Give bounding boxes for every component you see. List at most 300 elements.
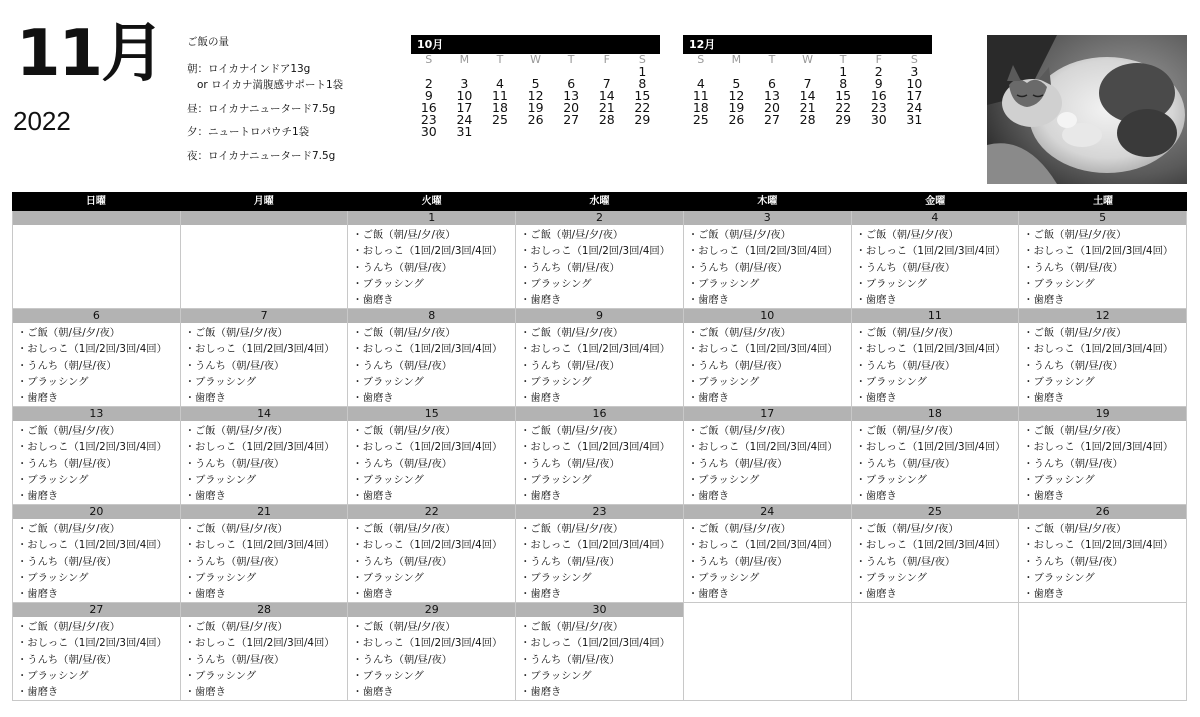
task-item: ・おしっこ（1回/2回/3回/4回） bbox=[855, 245, 1006, 258]
task-item: ・歯磨き bbox=[17, 392, 59, 405]
day-number: 2 bbox=[516, 211, 683, 225]
task-list bbox=[181, 323, 348, 406]
mini-day: 16 bbox=[420, 100, 437, 115]
task-item: ・歯磨き bbox=[17, 490, 59, 503]
task-item: ・うんち（朝/昼/夜） bbox=[1023, 261, 1123, 274]
mini-day: 17 bbox=[906, 88, 923, 103]
task-item: ・歯磨き bbox=[184, 686, 226, 699]
task-item: ・うんち（朝/昼/夜） bbox=[17, 653, 117, 666]
day-number bbox=[181, 211, 348, 225]
task-item: ・歯磨き bbox=[184, 588, 226, 601]
day-number: 27 bbox=[13, 603, 180, 617]
mini-day: 18 bbox=[692, 100, 709, 115]
mini-day: 23 bbox=[870, 100, 887, 115]
mini-day: 13 bbox=[563, 88, 580, 103]
day-number: 5 bbox=[1019, 211, 1186, 225]
mini-day: 15 bbox=[634, 88, 651, 103]
task-item: ・ご飯（朝/昼/夕/夜） bbox=[687, 229, 791, 241]
task-list bbox=[348, 519, 515, 602]
task-item: ・ブラッシング bbox=[1023, 473, 1095, 486]
empty-day-cell bbox=[13, 211, 181, 309]
mini-day: 11 bbox=[492, 88, 508, 103]
mini-day: 6 bbox=[768, 76, 776, 91]
task-list bbox=[1019, 323, 1186, 406]
day-number: 29 bbox=[348, 603, 515, 617]
task-list bbox=[852, 323, 1019, 406]
task-item: ・おしっこ（1回/2回/3回/4回） bbox=[687, 539, 838, 552]
task-item: ・うんち（朝/昼/夜） bbox=[687, 457, 788, 470]
task-item: ・ブラッシング bbox=[520, 669, 592, 682]
task-item: ・おしっこ（1回/2回/3回/4回） bbox=[352, 441, 503, 454]
task-list bbox=[516, 421, 683, 504]
task-list bbox=[516, 323, 683, 406]
mini-weekday-label: F bbox=[875, 53, 882, 66]
mini-weekday-label: T bbox=[496, 53, 504, 66]
task-item: ・ご飯（朝/昼/夕/夜） bbox=[1023, 523, 1127, 535]
task-item: ・歯磨き bbox=[687, 588, 730, 601]
mini-weekday-label: S bbox=[425, 53, 433, 66]
day-number: 21 bbox=[181, 505, 348, 519]
task-item: ・ブラッシング bbox=[184, 473, 257, 486]
task-item: ・うんち（朝/昼/夜） bbox=[17, 359, 117, 372]
task-item: ・ブラッシング bbox=[184, 669, 257, 682]
day-number: 14 bbox=[181, 407, 348, 421]
task-item: ・おしっこ（1回/2回/3回/4回） bbox=[855, 539, 1006, 552]
task-item: ・ブラッシング bbox=[687, 473, 760, 486]
task-item: ・ご飯（朝/昼/夕/夜） bbox=[17, 523, 121, 535]
task-item: ・ブラッシング bbox=[520, 571, 592, 584]
mini-day: 28 bbox=[598, 112, 615, 127]
task-item: ・歯磨き bbox=[520, 392, 562, 405]
task-item: ・ご飯（朝/昼/夕/夜） bbox=[520, 523, 624, 535]
task-item: ・おしっこ（1回/2回/3回/4回） bbox=[17, 637, 167, 650]
task-item: ・ブラッシング bbox=[352, 669, 424, 682]
mini-weekday-label: S bbox=[697, 53, 705, 66]
task-item: ・ブラッシング bbox=[17, 669, 89, 682]
task-item: ・うんち（朝/昼/夜） bbox=[1023, 359, 1123, 372]
mini-weekday-label: W bbox=[802, 53, 814, 66]
day-number: 17 bbox=[684, 407, 851, 421]
mini-weekday-label: S bbox=[638, 53, 646, 66]
day-number: 3 bbox=[684, 211, 851, 225]
task-item: ・うんち（朝/昼/夜） bbox=[1023, 555, 1123, 568]
task-item: ・歯磨き bbox=[17, 588, 59, 601]
day-number bbox=[852, 603, 1019, 617]
mini-day: 19 bbox=[527, 100, 544, 115]
task-item: ・歯磨き bbox=[520, 490, 562, 503]
task-item: ・歯磨き bbox=[352, 686, 394, 699]
mini-day: 22 bbox=[835, 100, 852, 115]
day-cell bbox=[1019, 309, 1187, 407]
task-item: ・ご飯（朝/昼/夕/夜） bbox=[184, 621, 288, 633]
task-item: ・ブラッシング bbox=[17, 473, 89, 486]
task-list bbox=[684, 225, 851, 308]
day-number: 25 bbox=[852, 505, 1019, 519]
day-cell bbox=[684, 211, 852, 309]
mini-day: 7 bbox=[602, 76, 611, 91]
task-item: ・おしっこ（1回/2回/3回/4回） bbox=[520, 637, 671, 650]
task-item: ・ご飯（朝/昼/夕/夜） bbox=[352, 621, 456, 633]
mini-day: 24 bbox=[456, 112, 473, 127]
notes-evening: 夕：ニュートロパウチ1袋 bbox=[187, 126, 310, 138]
day-cell bbox=[13, 407, 181, 505]
task-item: ・ブラッシング bbox=[855, 375, 927, 388]
mini-day: 1 bbox=[839, 64, 848, 79]
day-cell bbox=[348, 505, 516, 603]
task-item: ・うんち（朝/昼/夜） bbox=[520, 359, 620, 372]
task-item: ・ブラッシング bbox=[352, 571, 424, 584]
task-item: ・ブラッシング bbox=[855, 473, 927, 486]
mini-weekday-label: T bbox=[768, 53, 776, 66]
mini-day: 28 bbox=[799, 112, 816, 127]
task-item: ・ブラッシング bbox=[520, 375, 592, 388]
task-item: ・歯磨き bbox=[184, 490, 226, 503]
task-item: ・ご飯（朝/昼/夕/夜） bbox=[184, 523, 288, 535]
day-cell bbox=[516, 603, 684, 701]
notes-night: 夜：ロイカナニュータード7.5g bbox=[187, 150, 336, 162]
day-number: 28 bbox=[181, 603, 348, 617]
task-item: ・ご飯（朝/昼/夕/夜） bbox=[352, 425, 456, 437]
task-item: ・歯磨き bbox=[1023, 588, 1065, 601]
task-item: ・うんち（朝/昼/夜） bbox=[687, 555, 788, 568]
task-item: ・おしっこ（1回/2回/3回/4回） bbox=[17, 343, 167, 356]
task-item: ・うんち（朝/昼/夜） bbox=[352, 261, 453, 274]
task-item: ・おしっこ（1回/2回/3回/4回） bbox=[1023, 441, 1174, 454]
task-item: ・うんち（朝/昼/夜） bbox=[184, 457, 285, 470]
day-cell bbox=[348, 407, 516, 505]
mini-day: 10 bbox=[906, 76, 923, 91]
task-item: ・うんち（朝/昼/夜） bbox=[520, 457, 620, 470]
task-item: ・うんち（朝/昼/夜） bbox=[855, 555, 956, 568]
task-item: ・歯磨き bbox=[855, 294, 897, 307]
task-list bbox=[181, 421, 348, 504]
task-list bbox=[181, 519, 348, 602]
task-item: ・おしっこ（1回/2回/3回/4回） bbox=[520, 245, 671, 258]
task-item: ・ご飯（朝/昼/夕/夜） bbox=[520, 425, 624, 437]
weekday-mon: 月曜 bbox=[253, 196, 274, 207]
day-number: 11 bbox=[852, 309, 1019, 323]
mini-day: 29 bbox=[634, 112, 651, 127]
empty-day-cell bbox=[852, 603, 1020, 701]
task-item: ・歯磨き bbox=[855, 490, 897, 503]
task-item: ・ご飯（朝/昼/夕/夜） bbox=[855, 229, 959, 241]
task-item: ・うんち（朝/昼/夜） bbox=[352, 555, 453, 568]
mini-day: 3 bbox=[460, 76, 469, 91]
task-item: ・ご飯（朝/昼/夕/夜） bbox=[687, 523, 791, 535]
task-list bbox=[181, 617, 348, 700]
day-cell bbox=[348, 309, 516, 407]
weekday-header-row bbox=[12, 192, 1187, 211]
task-item: ・おしっこ（1回/2回/3回/4回） bbox=[352, 637, 503, 650]
task-item: ・うんち（朝/昼/夜） bbox=[184, 359, 285, 372]
task-list bbox=[1019, 421, 1186, 504]
notes-morning: 朝：ロイカナインドア13g bbox=[187, 63, 311, 75]
day-number: 26 bbox=[1019, 505, 1186, 519]
day-cell bbox=[852, 309, 1020, 407]
empty-day-cell bbox=[1019, 603, 1187, 701]
mini-day: 25 bbox=[492, 112, 508, 127]
task-item: ・おしっこ（1回/2回/3回/4回） bbox=[184, 539, 335, 552]
task-item: ・歯磨き bbox=[352, 490, 394, 503]
day-cell bbox=[181, 505, 349, 603]
task-item: ・ご飯（朝/昼/夕/夜） bbox=[352, 327, 456, 339]
task-item: ・ご飯（朝/昼/夕/夜） bbox=[1023, 229, 1127, 241]
day-cell bbox=[181, 603, 349, 701]
task-item: ・歯磨き bbox=[855, 588, 897, 601]
day-cell bbox=[684, 309, 852, 407]
task-item: ・ご飯（朝/昼/夕/夜） bbox=[17, 621, 121, 633]
task-item: ・ブラッシング bbox=[352, 473, 424, 486]
task-item: ・歯磨き bbox=[520, 588, 562, 601]
task-item: ・ブラッシング bbox=[687, 571, 760, 584]
day-cell bbox=[684, 407, 852, 505]
weekday-fri: 金曜 bbox=[925, 196, 946, 207]
mini-day: 9 bbox=[874, 76, 883, 91]
task-list bbox=[684, 421, 851, 504]
day-number: 9 bbox=[516, 309, 683, 323]
task-list bbox=[516, 225, 683, 308]
weekday-wed: 水曜 bbox=[589, 196, 610, 207]
day-cell bbox=[1019, 505, 1187, 603]
mini-weekday-label: W bbox=[530, 53, 542, 66]
weekday-sun: 日曜 bbox=[85, 196, 106, 207]
task-list bbox=[1019, 225, 1186, 308]
task-item: ・ご飯（朝/昼/夕/夜） bbox=[352, 523, 456, 535]
mini-weekday-label: M bbox=[731, 53, 742, 66]
task-item: ・うんち（朝/昼/夜） bbox=[687, 359, 788, 372]
task-item: ・歯磨き bbox=[184, 392, 226, 405]
calendar-grid bbox=[12, 211, 1187, 701]
day-number: 18 bbox=[852, 407, 1019, 421]
month-calendar bbox=[12, 192, 1187, 701]
day-cell bbox=[516, 309, 684, 407]
task-list bbox=[13, 617, 180, 700]
mini-day: 18 bbox=[492, 100, 508, 115]
task-item: ・うんち（朝/昼/夜） bbox=[352, 457, 453, 470]
task-item: ・ブラッシング bbox=[184, 375, 257, 388]
task-item: ・歯磨き bbox=[687, 392, 730, 405]
task-item: ・ご飯（朝/昼/夕/夜） bbox=[1023, 327, 1127, 339]
empty-day-cell bbox=[181, 211, 349, 309]
task-list bbox=[348, 421, 515, 504]
task-item: ・ブラッシング bbox=[687, 375, 760, 388]
task-item: ・うんち（朝/昼/夜） bbox=[17, 555, 117, 568]
mini-calendar-grid bbox=[683, 54, 932, 126]
day-cell bbox=[181, 309, 349, 407]
task-list bbox=[516, 519, 683, 602]
mini-weekday-label: F bbox=[603, 53, 610, 66]
task-item: ・おしっこ（1回/2回/3回/4回） bbox=[687, 343, 838, 356]
day-cell bbox=[516, 407, 684, 505]
day-number bbox=[684, 603, 851, 617]
mini-day: 23 bbox=[420, 112, 437, 127]
weekday-sat: 土曜 bbox=[1093, 196, 1114, 207]
task-item: ・ご飯（朝/昼/夕/夜） bbox=[184, 327, 288, 339]
task-item: ・おしっこ（1回/2回/3回/4回） bbox=[352, 343, 503, 356]
month-title: 11月 bbox=[16, 17, 164, 91]
mini-day: 2 bbox=[874, 64, 883, 79]
mini-day: 17 bbox=[456, 100, 473, 115]
mini-day: 21 bbox=[598, 100, 615, 115]
task-item: ・おしっこ（1回/2回/3回/4回） bbox=[687, 441, 838, 454]
mini-day: 5 bbox=[732, 76, 741, 91]
task-item: ・ご飯（朝/昼/夕/夜） bbox=[520, 327, 624, 339]
day-cell bbox=[1019, 211, 1187, 309]
task-item: ・うんち（朝/昼/夜） bbox=[184, 555, 285, 568]
task-item: ・歯磨き bbox=[1023, 490, 1065, 503]
day-cell bbox=[852, 211, 1020, 309]
mini-weekday-label: S bbox=[910, 53, 918, 66]
task-item: ・うんち（朝/昼/夜） bbox=[855, 261, 956, 274]
task-item: ・おしっこ（1回/2回/3回/4回） bbox=[1023, 245, 1174, 258]
mini-weekday-label: T bbox=[567, 53, 575, 66]
task-item: ・おしっこ（1回/2回/3回/4回） bbox=[184, 637, 335, 650]
day-cell bbox=[1019, 407, 1187, 505]
task-item: ・ご飯（朝/昼/夕/夜） bbox=[687, 327, 791, 339]
mini-day: 27 bbox=[563, 112, 580, 127]
task-item: ・歯磨き bbox=[520, 294, 562, 307]
task-item: ・ご飯（朝/昼/夕/夜） bbox=[520, 229, 624, 241]
mini-day: 30 bbox=[870, 112, 887, 127]
task-list bbox=[684, 323, 851, 406]
mini-day: 22 bbox=[634, 100, 651, 115]
task-item: ・ブラッシング bbox=[352, 375, 424, 388]
task-item: ・うんち（朝/昼/夜） bbox=[855, 457, 956, 470]
mini-calendar-grid bbox=[411, 54, 660, 138]
task-list bbox=[13, 519, 180, 602]
task-item: ・おしっこ（1回/2回/3回/4回） bbox=[17, 441, 167, 454]
day-number: 30 bbox=[516, 603, 683, 617]
mini-day: 21 bbox=[799, 100, 816, 115]
task-item: ・歯磨き bbox=[855, 392, 897, 405]
task-item: ・おしっこ（1回/2回/3回/4回） bbox=[184, 343, 335, 356]
task-item: ・歯磨き bbox=[352, 294, 394, 307]
mini-day: 31 bbox=[456, 124, 473, 139]
mini-day: 26 bbox=[527, 112, 544, 127]
mini-day: 14 bbox=[598, 88, 615, 103]
task-item: ・ブラッシング bbox=[520, 277, 592, 290]
day-number: 7 bbox=[181, 309, 348, 323]
mini-day: 31 bbox=[906, 112, 923, 127]
day-number bbox=[1019, 603, 1186, 617]
task-item: ・ご飯（朝/昼/夕/夜） bbox=[352, 229, 456, 241]
day-number: 23 bbox=[516, 505, 683, 519]
task-item: ・おしっこ（1回/2回/3回/4回） bbox=[352, 539, 503, 552]
task-list bbox=[852, 519, 1019, 602]
task-list bbox=[348, 617, 515, 700]
day-number bbox=[13, 211, 180, 225]
mini-day: 8 bbox=[839, 76, 848, 91]
task-item: ・ブラッシング bbox=[855, 571, 927, 584]
task-list bbox=[852, 421, 1019, 504]
mini-day: 27 bbox=[764, 112, 780, 127]
mini-day: 4 bbox=[696, 76, 705, 91]
weekday-tue: 火曜 bbox=[421, 196, 442, 207]
mini-day: 2 bbox=[424, 76, 433, 91]
task-item: ・ブラッシング bbox=[17, 375, 89, 388]
task-item: ・おしっこ（1回/2回/3回/4回） bbox=[17, 539, 167, 552]
mini-day: 15 bbox=[835, 88, 852, 103]
mini-day: 20 bbox=[563, 100, 580, 115]
task-item: ・うんち（朝/昼/夜） bbox=[17, 457, 117, 470]
day-cell bbox=[13, 505, 181, 603]
task-item: ・ご飯（朝/昼/夕/夜） bbox=[520, 621, 624, 633]
task-item: ・ブラッシング bbox=[17, 571, 89, 584]
cat-photo bbox=[987, 35, 1187, 184]
task-item: ・ご飯（朝/昼/夕/夜） bbox=[855, 327, 959, 339]
task-item: ・ご飯（朝/昼/夕/夜） bbox=[17, 425, 121, 437]
task-item: ・おしっこ（1回/2回/3回/4回） bbox=[352, 245, 503, 258]
mini-day: 12 bbox=[527, 88, 544, 103]
day-number: 20 bbox=[13, 505, 180, 519]
task-item: ・うんち（朝/昼/夜） bbox=[855, 359, 956, 372]
mini-day: 3 bbox=[910, 64, 919, 79]
mini-day: 9 bbox=[424, 88, 433, 103]
mini-day: 26 bbox=[728, 112, 745, 127]
mini-day: 13 bbox=[764, 88, 780, 103]
task-item: ・ブラッシング bbox=[1023, 571, 1095, 584]
task-item: ・ご飯（朝/昼/夕/夜） bbox=[855, 425, 959, 437]
task-item: ・歯磨き bbox=[1023, 392, 1065, 405]
mini-day: 1 bbox=[638, 64, 647, 79]
day-cell bbox=[516, 211, 684, 309]
mini-day: 19 bbox=[728, 100, 745, 115]
task-item: ・ご飯（朝/昼/夕/夜） bbox=[1023, 425, 1127, 437]
year-label: 2022 bbox=[13, 106, 71, 136]
task-item: ・うんち（朝/昼/夜） bbox=[520, 555, 620, 568]
mini-calendar-title: 12月 bbox=[683, 35, 932, 54]
task-item: ・ブラッシング bbox=[1023, 375, 1095, 388]
task-list bbox=[1019, 519, 1186, 602]
task-list bbox=[852, 225, 1019, 308]
mini-calendar-prev bbox=[411, 35, 660, 138]
task-item: ・歯磨き bbox=[352, 588, 394, 601]
day-cell bbox=[516, 505, 684, 603]
task-item: ・おしっこ（1回/2回/3回/4回） bbox=[184, 441, 335, 454]
task-item: ・歯磨き bbox=[1023, 294, 1065, 307]
day-number: 8 bbox=[348, 309, 515, 323]
task-item: ・うんち（朝/昼/夜） bbox=[520, 653, 620, 666]
mini-weekday-label: M bbox=[459, 53, 470, 66]
task-item: ・ブラッシング bbox=[855, 277, 927, 290]
mini-day: 24 bbox=[906, 100, 923, 115]
task-item: ・おしっこ（1回/2回/3回/4回） bbox=[855, 441, 1006, 454]
day-cell bbox=[852, 505, 1020, 603]
task-item: ・ブラッシング bbox=[184, 571, 257, 584]
mini-day: 14 bbox=[799, 88, 816, 103]
task-item: ・うんち（朝/昼/夜） bbox=[352, 653, 453, 666]
day-cell bbox=[852, 407, 1020, 505]
task-item: ・ご飯（朝/昼/夕/夜） bbox=[855, 523, 959, 535]
day-number: 24 bbox=[684, 505, 851, 519]
task-item: ・ブラッシング bbox=[1023, 277, 1095, 290]
task-list bbox=[516, 617, 683, 700]
mini-calendar-title: 10月 bbox=[411, 35, 660, 54]
mini-day: 4 bbox=[496, 76, 504, 91]
mini-day: 16 bbox=[870, 88, 887, 103]
day-number: 6 bbox=[13, 309, 180, 323]
day-number: 15 bbox=[348, 407, 515, 421]
mini-day: 10 bbox=[456, 88, 473, 103]
task-item: ・歯磨き bbox=[352, 392, 394, 405]
task-item: ・ブラッシング bbox=[687, 277, 760, 290]
task-item: ・おしっこ（1回/2回/3回/4回） bbox=[1023, 539, 1174, 552]
task-item: ・おしっこ（1回/2回/3回/4回） bbox=[520, 343, 671, 356]
task-item: ・ご飯（朝/昼/夕/夜） bbox=[184, 425, 288, 437]
task-list bbox=[348, 225, 515, 308]
mini-day: 29 bbox=[835, 112, 852, 127]
task-item: ・おしっこ（1回/2回/3回/4回） bbox=[855, 343, 1006, 356]
